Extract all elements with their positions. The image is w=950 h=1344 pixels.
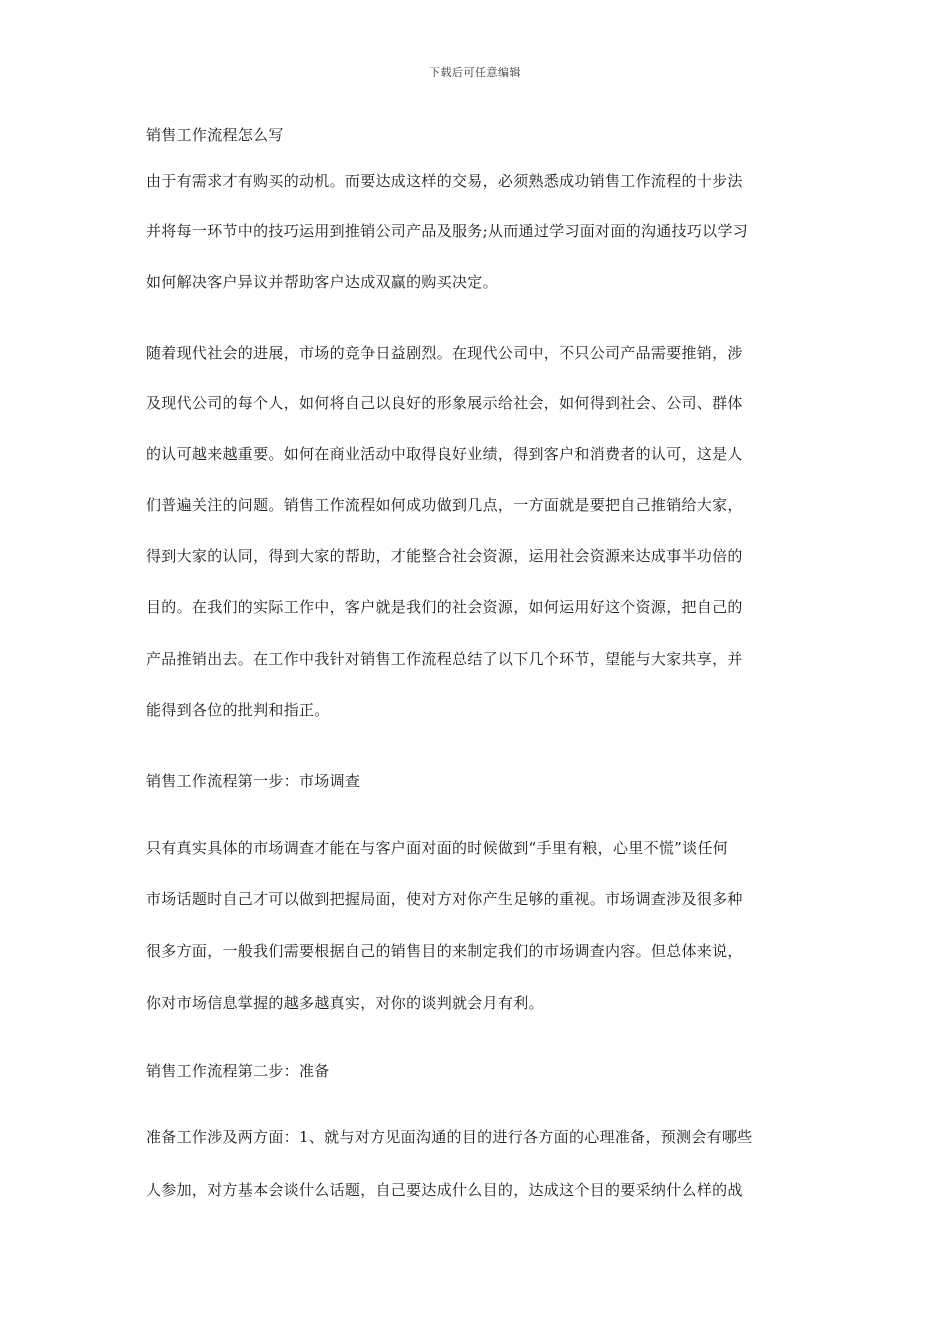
paragraph-line: 们普遍关注的问题。销售工作流程如何成功做到几点，一方面就是要把自己推销给大家，: [146, 496, 743, 514]
paragraph-line: 市场话题时自己才可以做到把握局面，使对方对你产生足够的重视。市场调查涉及很多种: [146, 890, 743, 908]
paragraph-line: 如何解决客户异议并帮助客户达成双赢的购买决定。: [146, 273, 498, 291]
paragraph-line: 的认可越来越重要。如何在商业活动中取得良好业绩，得到客户和消费者的认可，这是人: [146, 445, 743, 463]
paragraph-line: 很多方面，一般我们需要根据自己的销售目的来制定我们的市场调查内容。但总体来说，: [146, 942, 743, 960]
paragraph-line: 得到大家的认同，得到大家的帮助，才能整合社会资源，运用社会资源来达成事半功倍的: [146, 547, 743, 565]
page-header-note: 下载后可任意编辑: [429, 66, 521, 79]
section-heading-step2: 销售工作流程第二步：准备: [146, 1062, 330, 1080]
paragraph-line: 由于有需求才有购买的动机。而要达成这样的交易，必须熟悉成功销售工作流程的十步法: [146, 172, 743, 190]
paragraph-line: 并将每一环节中的技巧运用到推销公司产品及服务;从而通过学习面对面的沟通技巧以学习: [146, 222, 749, 240]
paragraph-line: 随着现代社会的进展，市场的竞争日益剧烈。在现代公司中，不只公司产品需要推销，涉: [146, 344, 743, 362]
paragraph-line: 只有真实具体的市场调查才能在与客户面对面的时候做到“手里有粮，心里不慌”谈任何: [146, 839, 729, 857]
section-heading-step1: 销售工作流程第一步：市场调查: [146, 772, 361, 790]
paragraph-line: 准备工作涉及两方面：1、就与对方见面沟通的目的进行各方面的心理准备，预测会有哪些: [146, 1128, 753, 1146]
paragraph-line: 你对市场信息掌握的越多越真实，对你的谈判就会月有利。: [146, 994, 544, 1012]
paragraph-line: 及现代公司的每个人，如何将自己以良好的形象展示给社会，如何得到社会、公司、群体: [146, 394, 743, 412]
paragraph-line: 能得到各位的批判和指正。: [146, 701, 330, 719]
paragraph-line: 目的。在我们的实际工作中，客户就是我们的社会资源，如何运用好这个资源，把自己的: [146, 598, 743, 616]
document-title: 销售工作流程怎么写: [146, 126, 284, 144]
paragraph-line: 人参加，对方基本会谈什么话题，自己要达成什么目的，达成这个目的要采纳什么样的战: [146, 1181, 743, 1199]
paragraph-line: 产品推销出去。在工作中我针对销售工作流程总结了以下几个环节，望能与大家共享，并: [146, 650, 743, 668]
